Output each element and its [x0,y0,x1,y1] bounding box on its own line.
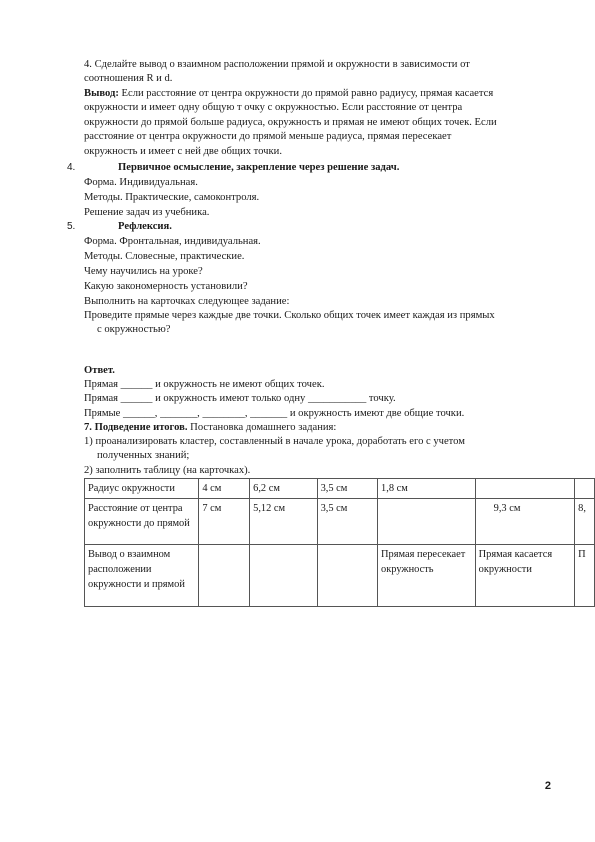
conclusion-line1 [84,87,493,100]
table-cell: 7 см [199,499,250,545]
table-cell: 9,3 см [475,499,575,545]
conclusion-line5: окружность и имеет с ней две общих точки. [84,146,282,157]
table-cell: 3,5 см [317,499,377,545]
table-cell [317,545,377,607]
stage5-methods: Методы. Словесные, практические. [84,251,245,262]
answer-line2: Прямая ______ и окружность имеют только одну ___________ точку. [84,393,396,404]
table-cell: 8, [575,499,595,545]
stage4-tasks: Решение задач из учебника. [84,207,210,218]
stage5-question2: Какую закономерность установили? [84,281,248,292]
table-row [85,499,595,545]
table-cell: Прямая касается окружности [475,545,575,607]
table-cell [475,479,575,499]
stage5-title: Рефлексия. [118,221,172,232]
table-cell: Прямая пересекает окружность [378,545,476,607]
conclusion-label: Вывод: [84,88,119,99]
table-cell [199,545,250,607]
homework-1a: 1) проанализировать кластер, составленный в начале урока, доработать его с учетом [84,436,465,447]
answer-line1: Прямая ______ и окружность не имеют общих точек. [84,379,325,390]
stage5-number: 5. [67,221,76,232]
table-cell [575,479,595,499]
p4-title-line1: 4. Сделайте вывод о взаимном расположении прямой и окружности в зависимости от [84,59,470,70]
table-cell: 1,8 см [378,479,476,499]
answer-line3: Прямые ______, _______, ________, _______ и окружность имеют две общие точки. [84,408,465,419]
conclusion-line3: окружности до прямой больше радиуса, окружность и прямая не имеют общих точек. Если [84,117,497,128]
conclusion-line2: окружности и имеет одну общую т очку с окружностью. Если расстояние от центра [84,102,463,113]
section7-label: 7. Подведение итогов. [84,422,188,433]
stage4-methods: Методы. Практические, самоконтроля. [84,192,260,203]
section7-text: Постановка домашнего задания: [187,422,337,433]
section7-line [84,421,336,434]
table-row [85,545,595,607]
stage5-question1: Чему научились на уроке? [84,266,203,277]
homework-2: 2) заполнить таблицу (на карточках). [84,465,251,476]
table-cell: 5,12 см [250,499,317,545]
stage5-task: Выполнить на карточках следующее задание: [84,296,290,307]
conclusion-text: Если расстояние от центра окружности до прямой равно радиусу, прямая касается [118,88,494,99]
table-cell [378,499,476,545]
homework-1b: полученных знаний; [97,450,190,461]
table-cell [250,545,317,607]
table-cell: Расстояние от центра окружности до прямой [85,499,199,545]
conclusion-line4: расстояние от центра окружности до прямой меньше радиуса, прямая пересекает [84,131,452,142]
table-row [85,479,595,499]
homework-table [84,478,595,607]
table-cell: Вывод о взаимном расположении окружности и прямой [85,545,199,607]
stage4-title: Первичное осмысление, закрепление через решение задач. [118,162,400,173]
p4-title-line2: соотношения R и d. [84,73,173,84]
stage5-form: Форма. Фронтальная, индивидуальная. [84,236,261,247]
stage4-number: 4. [67,162,76,173]
stage4-form: Форма. Индивидуальная. [84,177,198,188]
stage5-task-text1: Проведите прямые через каждые две точки. Сколько общих точек имеет каждая из прямых [84,310,495,321]
stage5-task-text2: с окружностью? [97,324,171,335]
table-cell: 4 см [199,479,250,499]
table-cell: 3,5 см [317,479,377,499]
page-number: 2 [544,780,551,792]
table-cell: П [575,545,595,607]
answer-label: Ответ. [84,365,115,376]
table-cell: 6,2 см [250,479,317,499]
table-cell: Радиус окружности [85,479,199,499]
